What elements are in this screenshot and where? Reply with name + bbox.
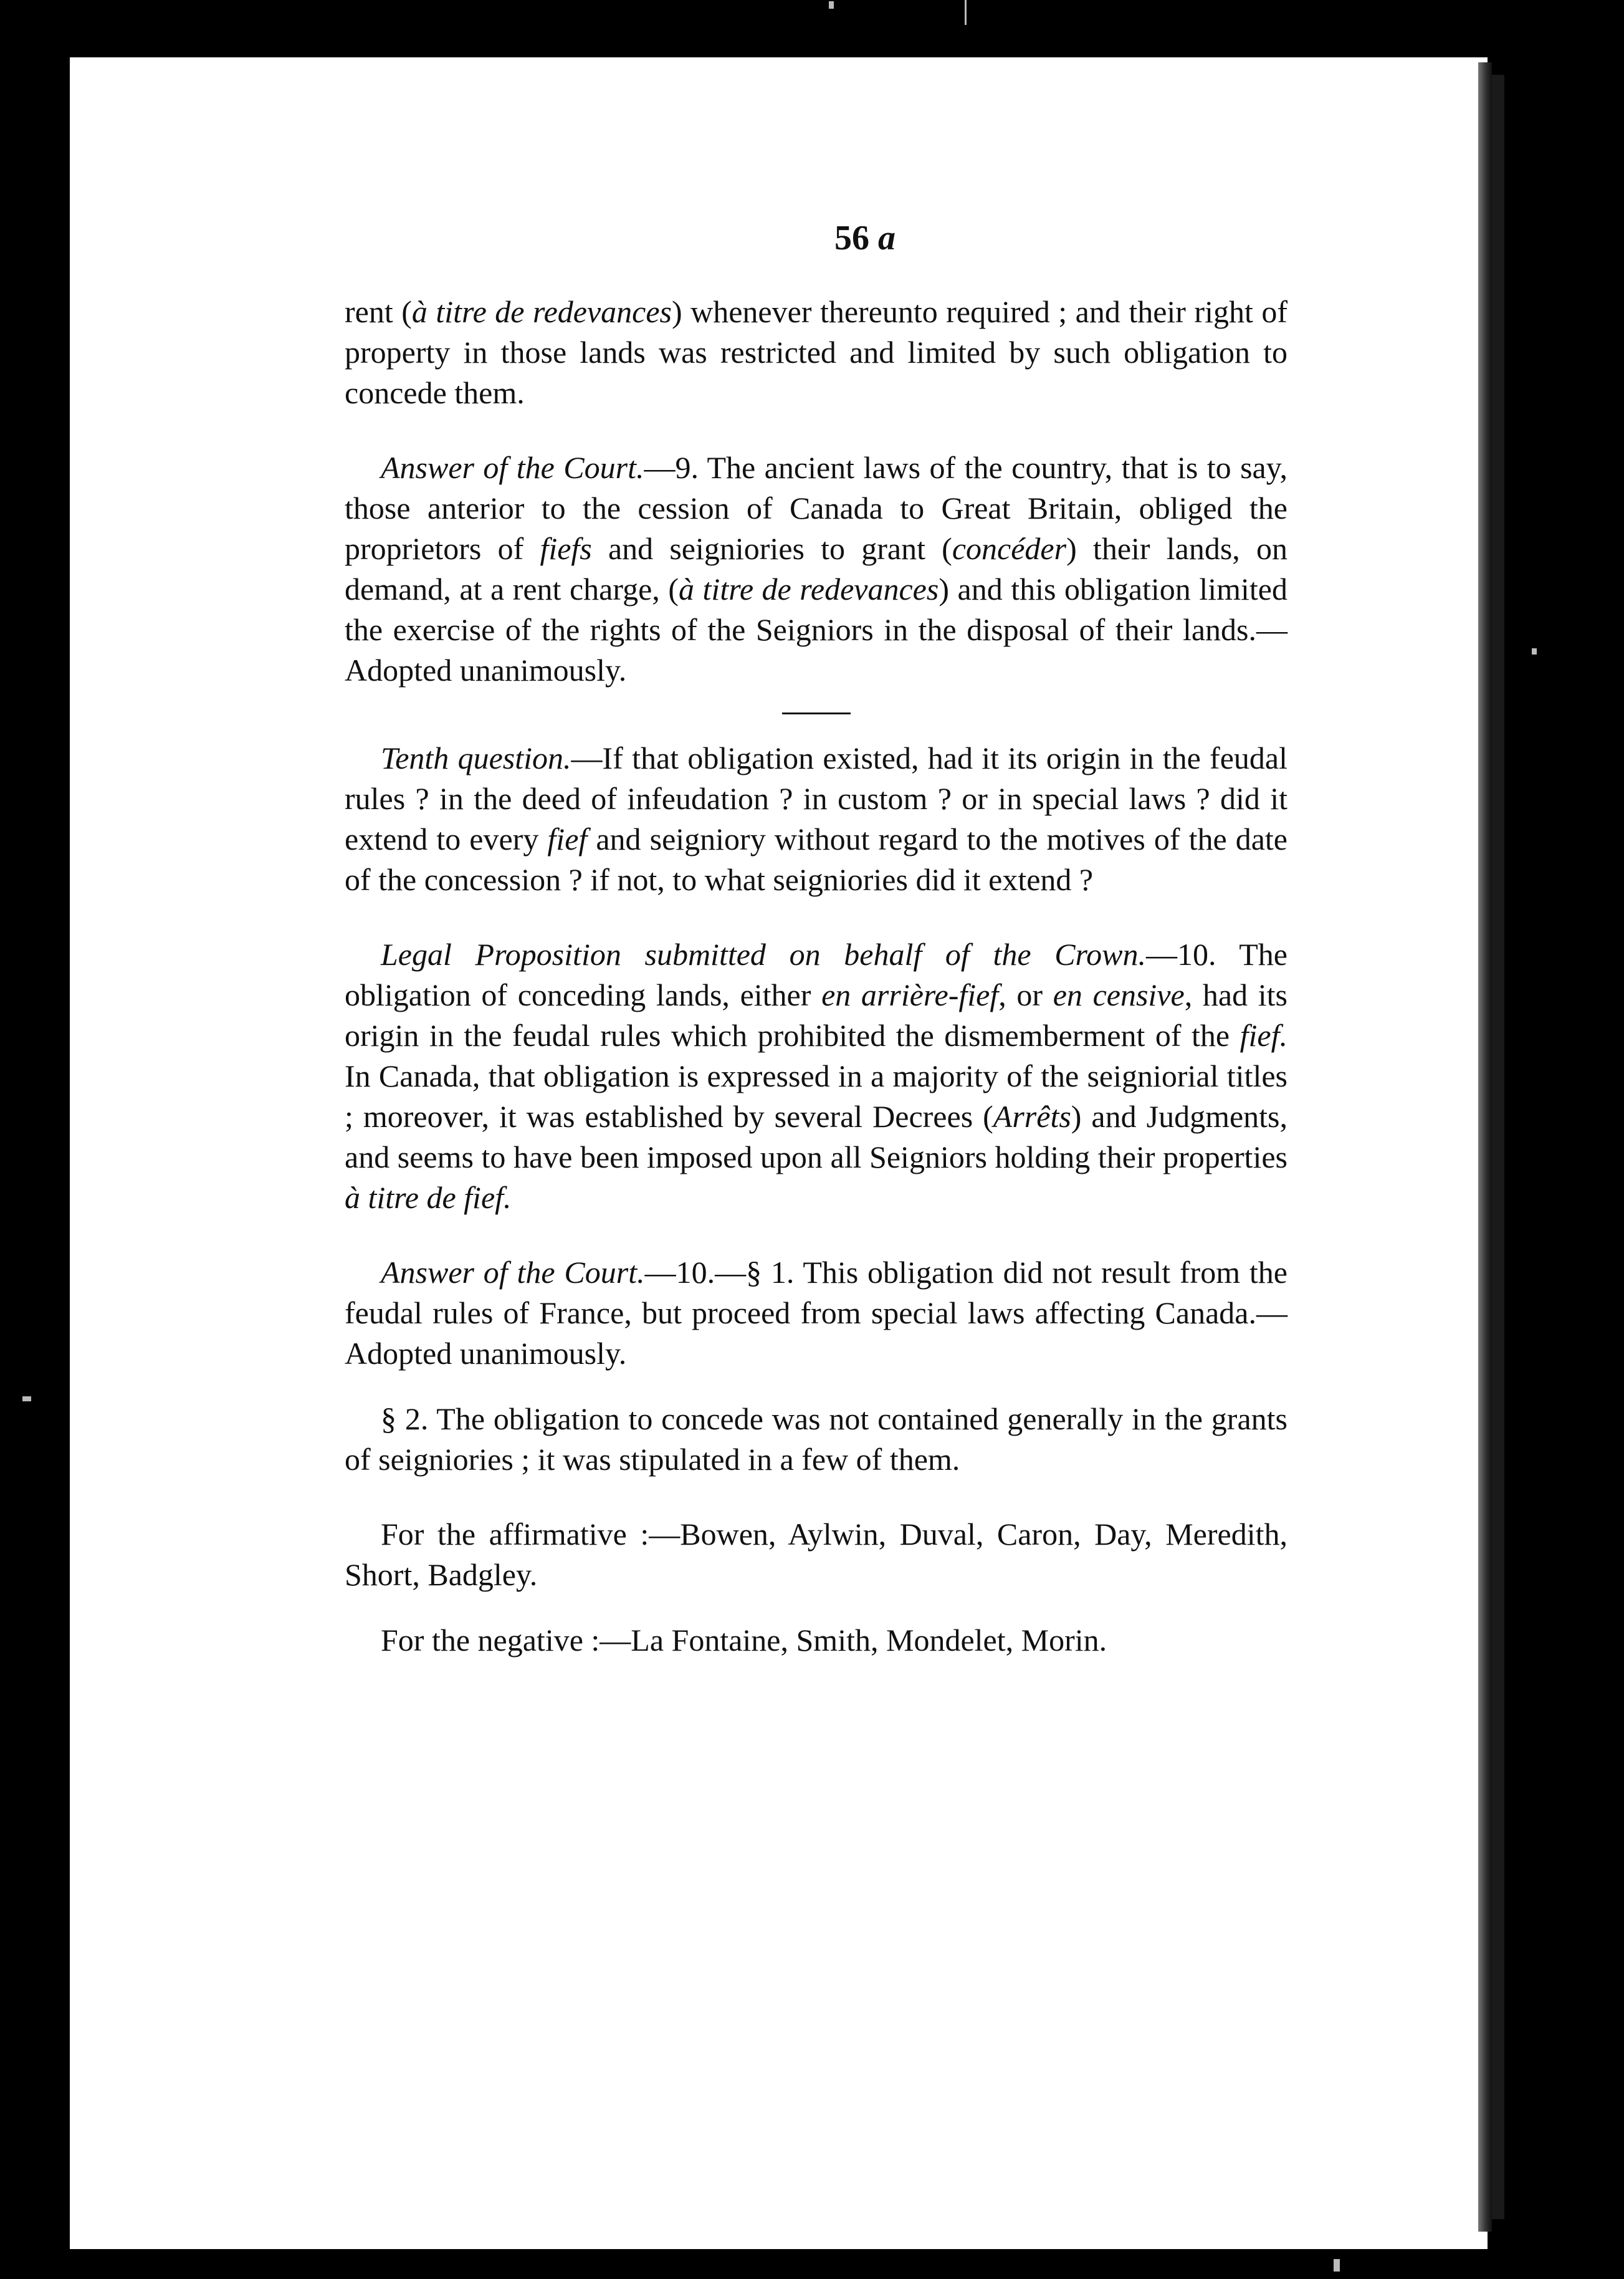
italic-run: fief. xyxy=(1239,1018,1287,1053)
text-run: —10.—§ 1. This obligation did not result from the feudal rules of France, but proceed from special laws affecting Canada.—Adopted unanimously. xyxy=(345,1255,1287,1371)
body-text xyxy=(345,292,1287,1695)
scan-speck xyxy=(1334,2259,1340,2272)
italic-run: en arrière-fief xyxy=(821,977,999,1012)
page-number-suffix: a xyxy=(878,219,896,257)
text-run: In Canada, that obligation is expressed in a majority of the seigniorial titles ; moreover, it was established by several Decrees ( xyxy=(345,1058,1287,1134)
book-spine-shadow xyxy=(1478,62,1492,2232)
text-run: rent ( xyxy=(345,294,412,329)
italic-run: concéder xyxy=(952,531,1067,566)
page-number xyxy=(0,218,1624,258)
page-number-value: 56 xyxy=(834,219,869,257)
italic-run: fief xyxy=(547,822,588,856)
paragraph-section-2: § 2. The obligation to concede was not contained generally in the grants of seigniories ; it was stipulated in a few of them. xyxy=(345,1401,1287,1477)
text-run: and seigniory without regard to the motives of the date of the concession ? if not, to what seigniories did it extend ? xyxy=(345,822,1287,897)
italic-run: Tenth question. xyxy=(381,741,571,775)
italic-run: à titre de redevances xyxy=(411,294,672,329)
italic-run: Legal Proposition submitted on behalf of the Crown. xyxy=(381,937,1146,972)
text-run: , or xyxy=(998,977,1053,1012)
text-run: ) and this obligation limited the exercise of the rights of the Seigniors in the disposal of their lands.—Adopted unanimously. xyxy=(345,572,1288,688)
text-run: ) their lands, on demand, at a rent charge, ( xyxy=(345,531,1287,607)
paragraph-answer-10 xyxy=(345,1252,1287,1374)
section-divider xyxy=(782,712,851,714)
paragraph-legal-proposition xyxy=(345,934,1287,1218)
scan-speck xyxy=(1532,648,1537,655)
scan-speck xyxy=(829,1,834,9)
paragraph-negative-votes: For the negative :—La Fontaine, Smith, Mondelet, Morin. xyxy=(381,1623,1107,1658)
paragraph-affirmative-votes: For the affirmative :—Bowen, Aylwin, Duval, Caron, Day, Meredith, Short, Badgley. xyxy=(345,1517,1287,1592)
italic-run: fiefs xyxy=(540,531,592,566)
text-run: —9. The ancient laws of the country, that is to say, those anterior to the cession of Canada to Great Britain, obliged the proprietors of xyxy=(345,450,1287,566)
italic-run: Arrêts xyxy=(993,1099,1071,1134)
text-run: —10. The obligation of conceding lands, either xyxy=(345,937,1287,1012)
paragraph-answer-9 xyxy=(345,448,1287,691)
italic-run: à titre de redevances xyxy=(679,572,939,607)
scan-speck xyxy=(22,1396,31,1401)
paragraph-tenth-question xyxy=(345,738,1287,900)
text-run: , had its origin in the feudal rules which prohibited the dismemberment of the xyxy=(345,977,1287,1053)
italic-run: Answer of the Court. xyxy=(381,450,644,485)
scan-speck xyxy=(965,0,967,25)
italic-run: Answer of the Court. xyxy=(381,1255,645,1290)
text-run: and seigniories to grant ( xyxy=(591,531,952,566)
text-run: ) whenever thereunto required ; and their right of property in those lands was restricted and limited by such obligation to concede them. xyxy=(345,294,1287,410)
page-edge-strip xyxy=(1492,75,1504,2219)
text-run: —If that obligation existed, had it its origin in the feudal rules ? in the deed of infeudation ? in custom ? or in special laws ? did it extend to every xyxy=(345,741,1287,856)
text-run: ) and Judgments, and seems to have been imposed upon all Seigniors holding their properties xyxy=(345,1099,1288,1174)
italic-run: en censive xyxy=(1053,977,1185,1012)
paragraph-continuation xyxy=(345,292,1287,413)
italic-run: à titre de fief. xyxy=(345,1180,512,1215)
